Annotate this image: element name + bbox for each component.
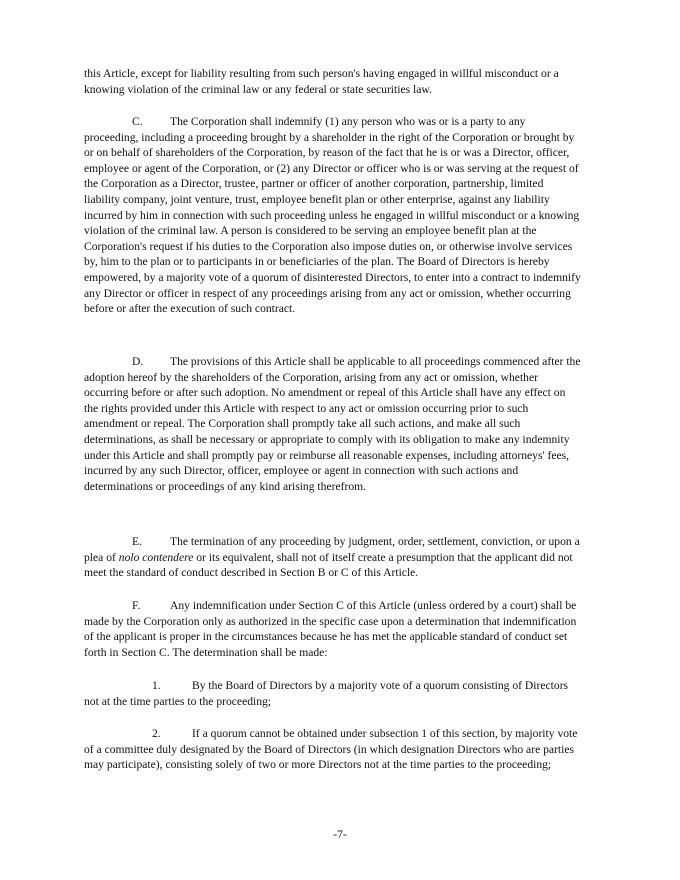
intro-text: this Article, except for liability resulting from such person's having engaged in willful misconduct or a knowing violation of the criminal law or any federal or state securities law. [84, 67, 559, 96]
section-c-paragraph [84, 114, 582, 317]
section-f-text: Any indemnification under Section C of this Article (unless ordered by a court) shall be made by the Corporation only as authorized in the specific case upon a determination that indemnification of the applicant is proper in the circumstances because he has met the applicable standard of conduct set forth in Section C. The determination shall be made: [84, 599, 577, 659]
section-d-label: D. [132, 355, 144, 368]
section-e-text-before: The termination of any proceeding by judgment, order, settlement, conviction, or upon a plea of [84, 535, 580, 564]
page-number: -7- [333, 828, 347, 841]
item-1-paragraph [84, 678, 582, 709]
section-c-label: C. [132, 115, 143, 128]
item-1-label: 1. [152, 679, 161, 692]
section-f-label: F. [132, 599, 141, 612]
section-e-italic: nolo contendere [118, 550, 194, 564]
section-f-paragraph [84, 598, 582, 660]
section-c-text: The Corporation shall indemnify (1) any person who was or is a party to any proceeding, including a proceeding brought by a shareholder in the right of the Corporation or brought by or on behalf of shareholders of the Corporation, by reason of the fact that he is or was a Director, officer, employee or agent of the Corporation, or (2) any Director or officer who is or was serving at the request of the Corporation as a Director, trustee, partner or officer of another corporation, partnership, limited liability company, joint venture, trust, employee benefit plan or other enterprise, against any liability incurred by him in connection with such proceeding unless he engaged in willful misconduct or a knowing violation of the criminal law. A person is considered to be serving an employee benefit plan at the Corporation's request if his duties to the Corporation also impose duties on, or otherwise involve services by, him to the plan or to participants in or beneficiaries of the plan. The Board of Directors is hereby empowered, by a majority vote of a quorum of disinterested Directors, to enter into a contract to indemnify any Director or officer in respect of any proceedings arising from any act or omission, whether occurring before or after the execution of such contract. [84, 115, 581, 316]
item-2-text: If a quorum cannot be obtained under subsection 1 of this section, by majority vote of a committee duly designated by the Board of Directors (in which designation Directors who are parties may participate), consisting solely of two or more Directors not at the time parties to the proceeding; [84, 727, 578, 772]
section-e-text-after: or its equivalent, shall not of itself create a presumption that the applicant did not meet the standard of conduct described in Section B or C of this Article. [84, 550, 573, 580]
section-d-paragraph [84, 354, 582, 494]
intro-paragraph [84, 66, 582, 97]
item-1-text: By the Board of Directors by a majority vote of a quorum consisting of Directors not at the time parties to the proceeding; [84, 679, 569, 708]
item-2-label: 2. [152, 727, 161, 740]
section-e-paragraph [84, 534, 582, 581]
section-e-label: E. [132, 535, 142, 548]
section-d-text: The provisions of this Article shall be applicable to all proceedings commenced after the adoption hereof by the shareholders of the Corporation, arising from any act or omission, whether occurring before or after such adoption. No amendment or repeal of this Article shall have any effect on the rights provided under this Article with respect to any act or omission occurring prior to such amendment or repeal. The Corporation shall promptly take all such actions, and make all such determinations, as shall be necessary or appropriate to comply with its obligation to make any indemnity under this Article and shall promptly pay or reimburse all reasonable expenses, including attorneys' fees, incurred by any such Director, officer, employee or agent in connection with such actions and determinations or proceedings of any kind arising therefrom. [84, 355, 581, 493]
item-2-paragraph [84, 726, 582, 773]
